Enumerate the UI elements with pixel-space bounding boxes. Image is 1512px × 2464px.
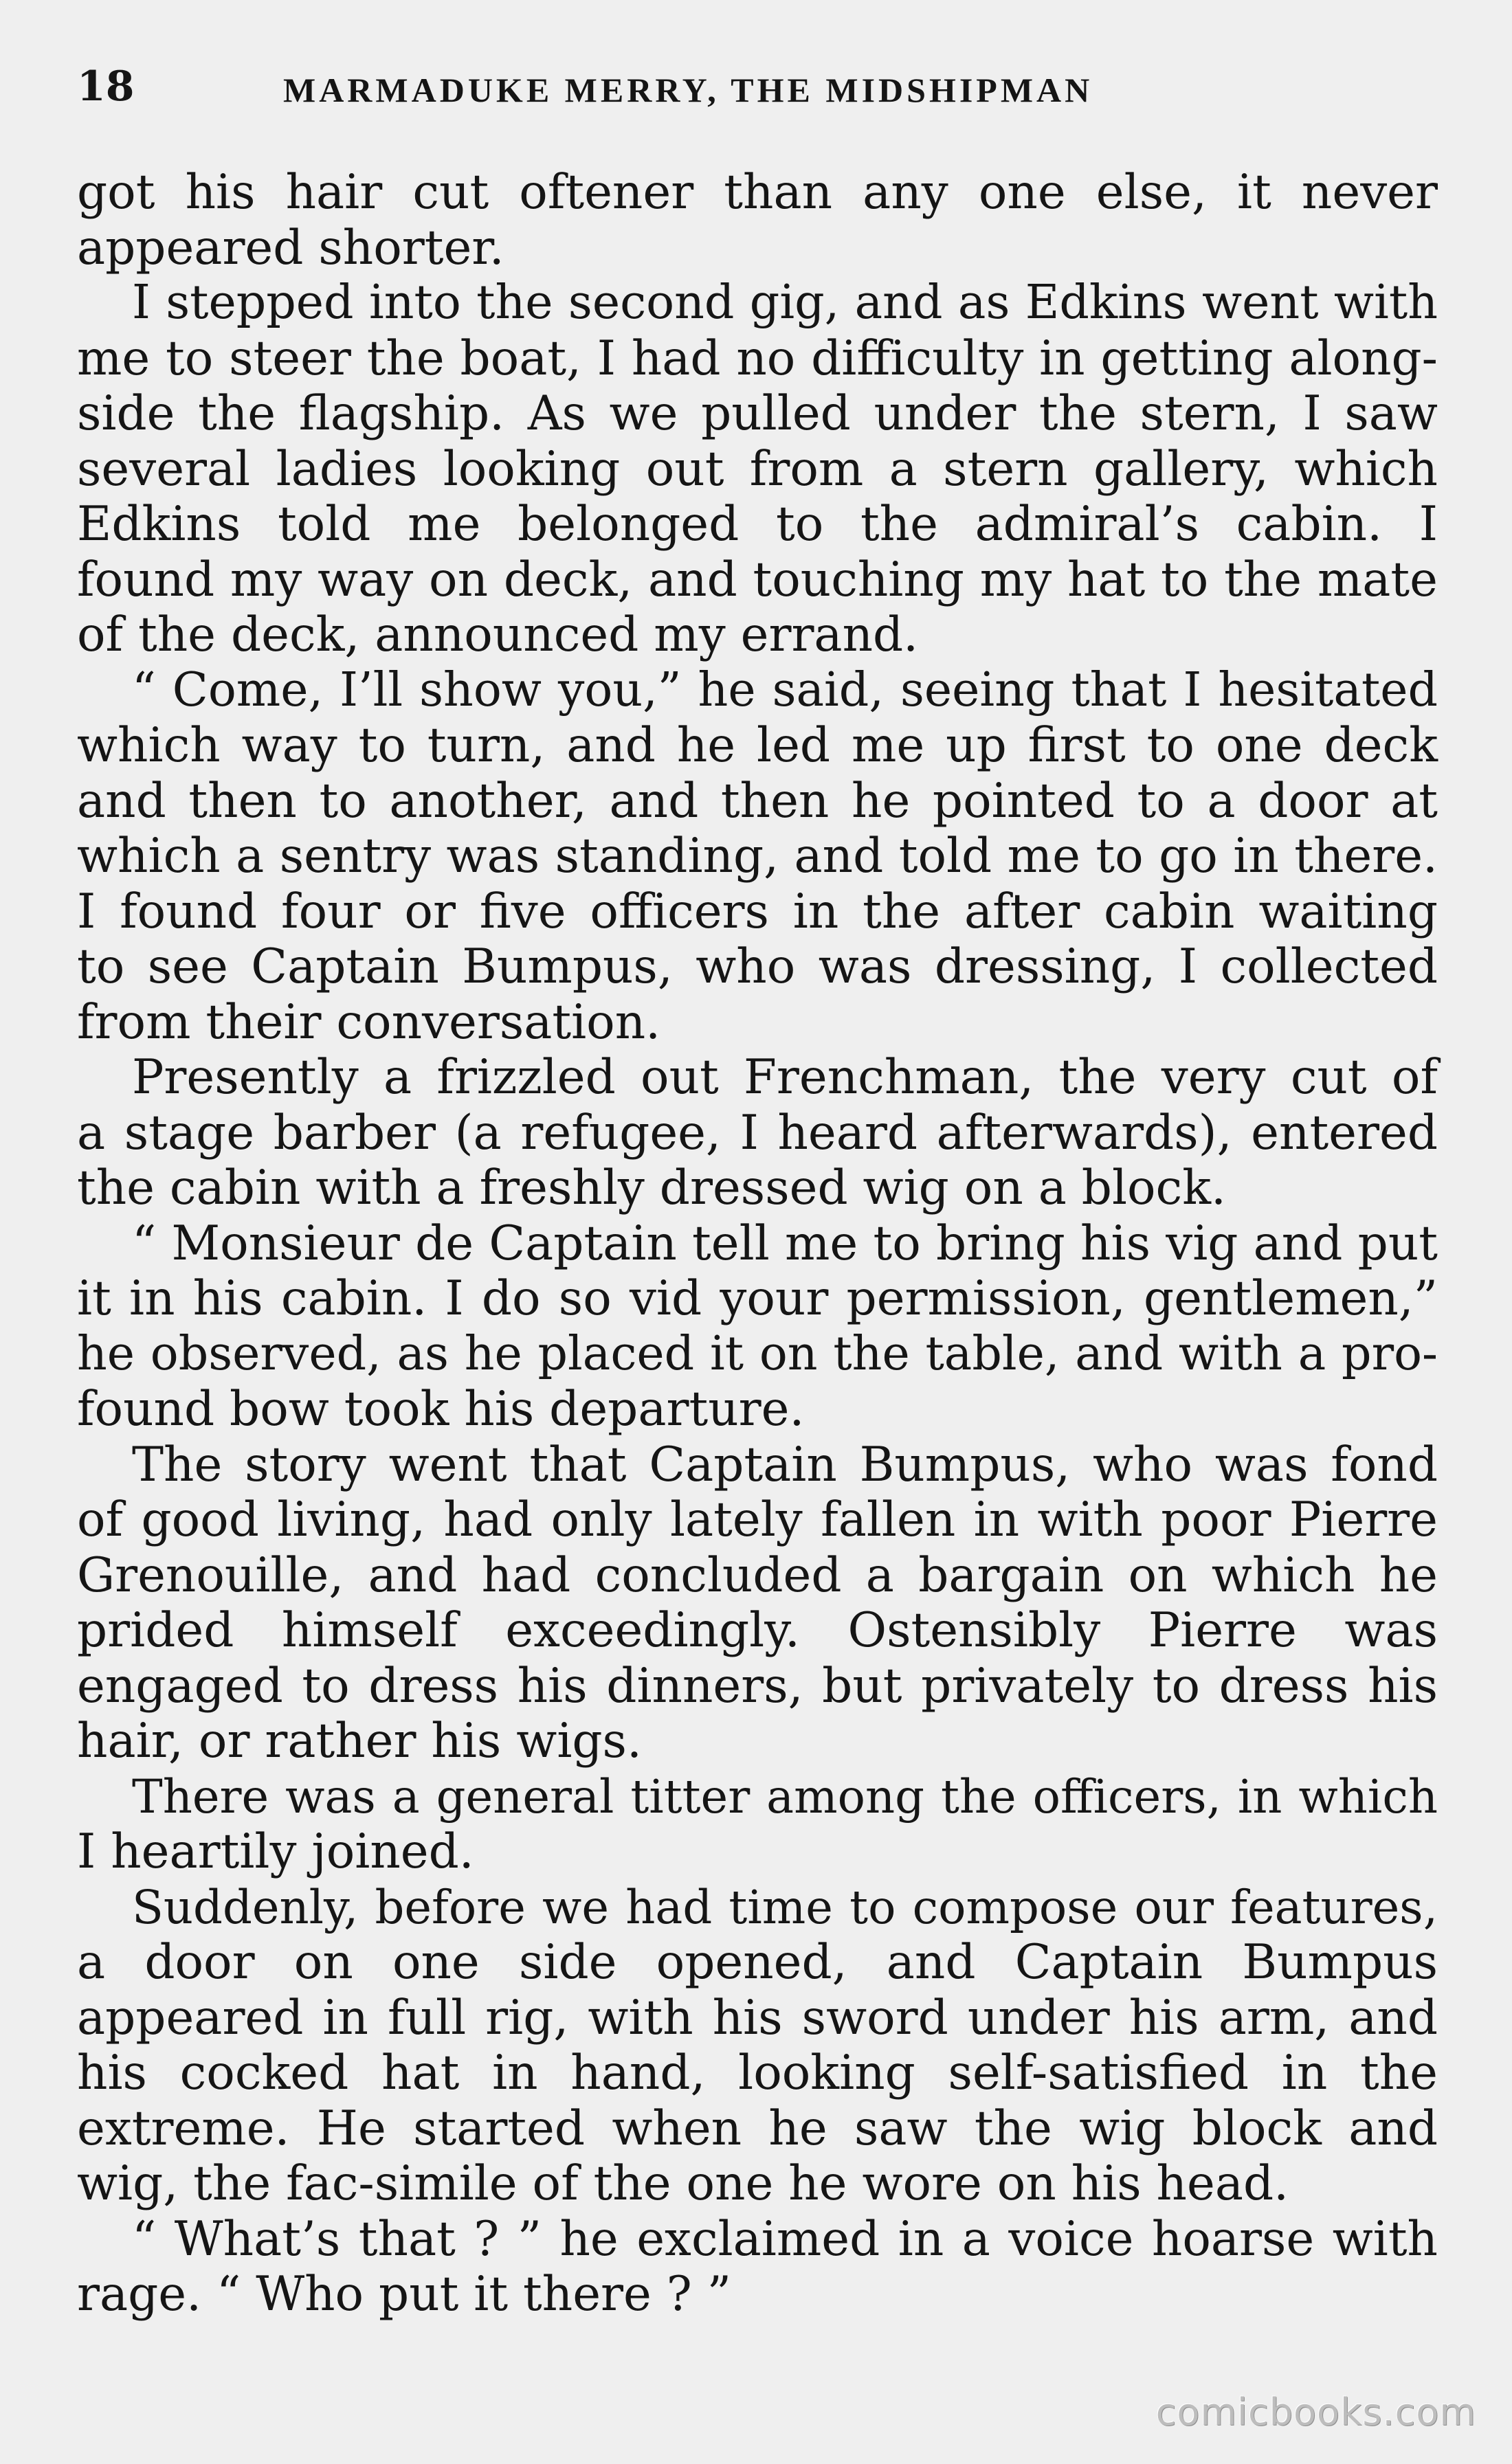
paragraph (77, 1216, 1438, 1437)
text-line: found my way on deck, and touching my hat to the mate (77, 552, 1438, 607)
text-line: I heartily joined. (77, 1824, 474, 1879)
text-line: of the deck, announced my errand. (77, 607, 919, 662)
text-line: got his hair cut oftener than any one else, it never (77, 165, 1438, 220)
text-line: side the flagship. As we pulled under the stern, I saw (77, 386, 1438, 441)
text-line: his cocked hat in hand, looking self-satisfied in the (77, 2046, 1438, 2101)
paragraph (77, 2212, 1438, 2322)
text-line: prided himself exceedingly. Ostensibly Pierre was (77, 1603, 1438, 1658)
text-line: There was a general titter among the officers, in which (132, 1769, 1438, 1824)
text-line: I stepped into the second gig, and as Edkins went with (132, 276, 1438, 330)
text-line: hair, or rather his wigs. (77, 1714, 642, 1769)
text-line: and then to another, and then he pointed to a door at (77, 773, 1438, 829)
running-title: MARMADUKE MERRY, THE MIDSHIPMAN (283, 71, 1093, 109)
text-line: which a sentry was standing, and told me to go in there. (77, 829, 1438, 884)
paragraph (77, 1437, 1438, 1769)
text-line: Grenouille, and had concluded a bargain on which he (77, 1547, 1438, 1603)
text-line: the cabin with a freshly dressed wig on a block. (77, 1161, 1226, 1216)
text-line: extreme. He started when he saw the wig block and (77, 2101, 1438, 2156)
paragraph (77, 276, 1438, 663)
text-line: wig, the fac-simile of the one he wore on his head. (77, 2156, 1289, 2211)
page-header (77, 59, 1438, 114)
body-text (77, 165, 1438, 2322)
text-line: he observed, as he placed it on the table, and with a pro- (77, 1326, 1438, 1381)
text-line: I found four or five officers in the after cabin waiting (77, 884, 1438, 939)
text-line: a stage barber (a refugee, I heard afterwards), entered (77, 1105, 1438, 1161)
paragraph (77, 663, 1438, 1051)
text-line: “ Come, I’ll show you,” he said, seeing that I hesitated (132, 662, 1438, 717)
text-line: Suddenly, before we had time to compose our features, (132, 1880, 1438, 1934)
text-line: of good living, had only lately fallen in with poor Pierre (77, 1492, 1438, 1547)
text-line: a door on one side opened, and Captain Bumpus (77, 1935, 1438, 1990)
watermark: comicbooks.com (1155, 2390, 1476, 2434)
text-line: Edkins told me belonged to the admiral’s cabin. I (77, 497, 1438, 552)
text-line: rage. “ Who put it there ? ” (77, 2267, 731, 2322)
text-line: appeared in full rig, with his sword under his arm, and (77, 1990, 1438, 2046)
text-line: engaged to dress his dinners, but privately to dress his (77, 1658, 1438, 1714)
paragraph (77, 165, 1438, 276)
text-line: me to steer the boat, I had no difficulty in getting along- (77, 331, 1438, 386)
text-line: appeared shorter. (77, 220, 504, 276)
text-line: Presently a frizzled out Frenchman, the very cut of (132, 1050, 1438, 1105)
text-line: The story went that Captain Bumpus, who was fond (132, 1437, 1438, 1492)
paragraph (77, 1880, 1438, 2212)
text-line: “ What’s that ? ” he exclaimed in a voice hoarse with (132, 2211, 1438, 2267)
text-line: “ Monsieur de Captain tell me to bring his vig and put (132, 1216, 1438, 1271)
paragraph (77, 1769, 1438, 1880)
text-line: which way to turn, and he led me up first to one deck (77, 718, 1438, 773)
text-line: found bow took his departure. (77, 1382, 805, 1437)
text-line: to see Captain Bumpus, who was dressing, I collected (77, 939, 1438, 994)
text-line: from their conversation. (77, 994, 661, 1050)
text-line: it in his cabin. I do so vid your permission, gentlemen,” (77, 1271, 1438, 1326)
text-line: several ladies looking out from a stern gallery, which (77, 441, 1438, 497)
paragraph (77, 1050, 1438, 1216)
page-number: 18 (77, 63, 135, 111)
